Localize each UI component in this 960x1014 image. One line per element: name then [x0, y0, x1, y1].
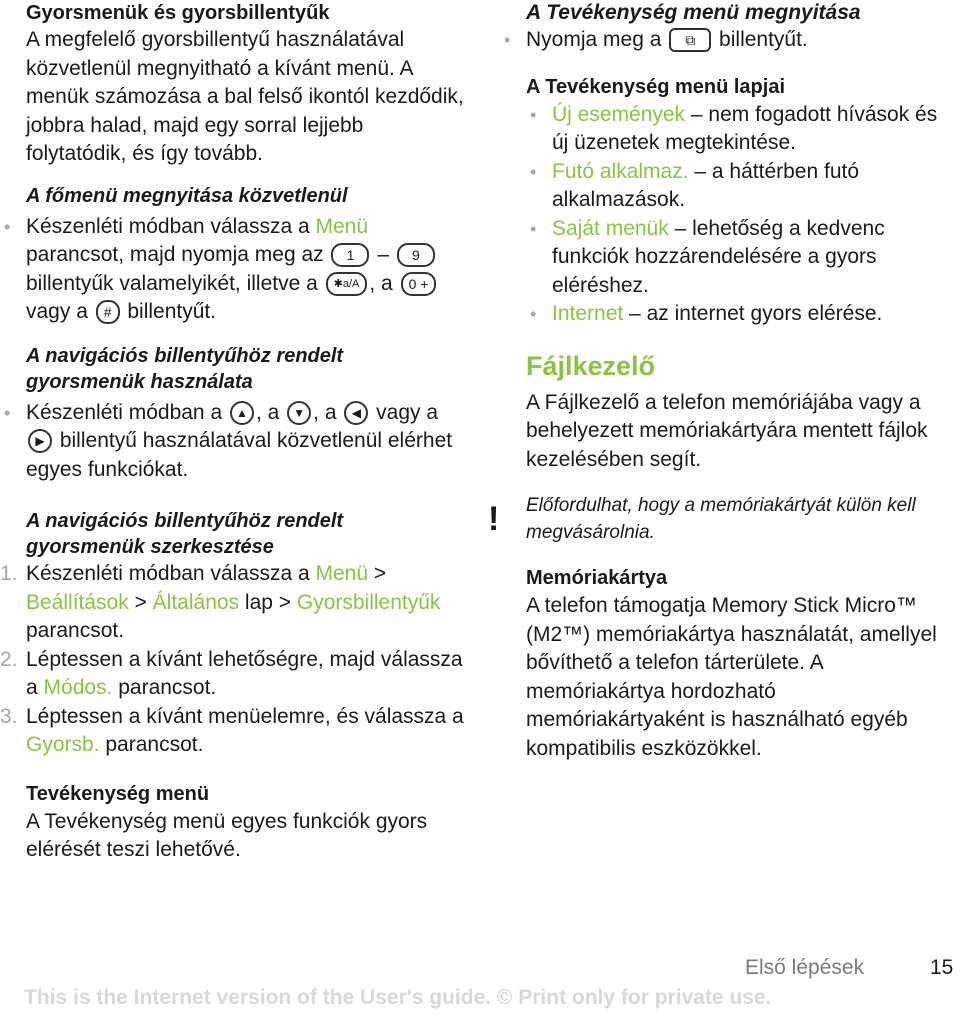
open-activity-bullet: • Nyomja meg a ⧉ billentyűt.	[526, 26, 946, 55]
activity-key-icon: ⧉	[669, 28, 711, 52]
page-number: 15	[930, 956, 954, 979]
section-title-file-manager: Fájlkezelő	[526, 350, 656, 381]
heading-open-activity-menu: A Tevékenység menü megnyitása	[526, 1, 861, 24]
warning-icon: !	[488, 500, 500, 538]
nav-shortcuts-bullet: • Készenléti módban a ▲ , a ▼ , a ◀ vagy a ▶ billentyű használatával közvetlenül elérhet egyes funkciókat.	[26, 399, 466, 485]
step-2: 2. Léptessen a kívánt lehetőségre, majd válassza a Módos. parancsot.	[0, 647, 463, 699]
list-item: • Saját menük – lehetőség a kedvenc funkciók hozzárendelésére a gyors eléréshez.	[552, 215, 946, 301]
heading-main-menu: A főmenü megnyitása közvetlenül	[26, 184, 348, 207]
memory-card-text: A telefon támogatja Memory Stick Micro™ (M2™) memóriakártya használatát, amellyel bővíthető a telefon tárterülete. A memóriakártya hordozható memóriakártyaként is használható egyéb kompatibilis eszközökkel.	[526, 594, 937, 760]
memory-card-note: Előfordulhat, hogy a memóriakártyát külön kell megvásárolnia.	[526, 495, 916, 543]
heading-memory-card: Memóriakártya	[526, 567, 668, 589]
nav-right-icon: ▶	[28, 429, 52, 453]
main-menu-bullet: • Készenléti módban válassza a Menü parancsot, majd nyomja meg az 1 – 9 billentyűk valamelyikét, illetve a ✱a/A , a 0 + vagy a # billentyűt.	[26, 213, 466, 327]
step-3: 3. Léptessen a kívánt menüelemre, és válassza a Gyorsb. parancsot.	[0, 704, 464, 756]
list-item: • Új események – nem fogadott hívások és új üzenetek megtekintése.	[552, 101, 946, 158]
left-column	[0, 0, 466, 865]
key-hash-icon: #	[96, 300, 120, 324]
heading-nav-shortcuts: A navigációs billentyűhöz rendelt gyorsmenük használata	[26, 344, 344, 393]
activity-tabs-list	[526, 101, 946, 329]
heading-activity-tabs: A Tevékenység menü lapjai	[526, 75, 785, 98]
step-1: 1. Készenléti módban válassza a Menü > Beállítások > Általános lap > Gyorsbillentyűk parancsot.	[0, 562, 441, 642]
activity-menu-text: A Tevékenység menü egyes funkciók gyors elérését teszi lehetővé.	[26, 809, 428, 861]
key-star-icon: ✱a/A	[326, 272, 368, 296]
shortcuts-intro: A megfelelő gyorsbillentyű használatával közvetlenül megnyitható a kívánt menü. A menük számozása a bal felső ikontól kezdődik, jobbra halad, majd egy sorral lejjebb folytatódik, és így tovább.	[26, 28, 464, 165]
right-column	[526, 0, 946, 763]
list-item: • Futó alkalmaz. – a háttérben futó alkalmazások.	[552, 158, 946, 215]
footer-section-name: Első lépések	[745, 956, 865, 979]
heading-edit-nav-shortcuts: A navigációs billentyűhöz rendelt gyorsmenük szerkesztése	[26, 510, 344, 558]
nav-down-icon: ▼	[287, 401, 311, 425]
key-0-icon: 0 +	[401, 272, 437, 296]
file-manager-text: A Fájlkezelő a telefon memóriájába vagy a behelyezett memóriakártyára mentett fájlok kezelésében segít.	[526, 390, 928, 471]
key-9-icon: 9	[397, 243, 435, 267]
nav-left-icon: ◀	[344, 401, 368, 425]
nav-up-icon: ▲	[230, 401, 254, 425]
heading-shortcuts: Gyorsmenük és gyorsbillentyűk	[26, 2, 330, 24]
key-1-icon: 1	[331, 243, 369, 267]
footer-legal-notice: This is the Internet version of the User's guide. © Print only for private use.	[24, 986, 772, 1009]
list-item: • Internet – az internet gyors elérése.	[552, 300, 946, 329]
heading-activity-menu: Tevékenység menü	[26, 782, 210, 805]
